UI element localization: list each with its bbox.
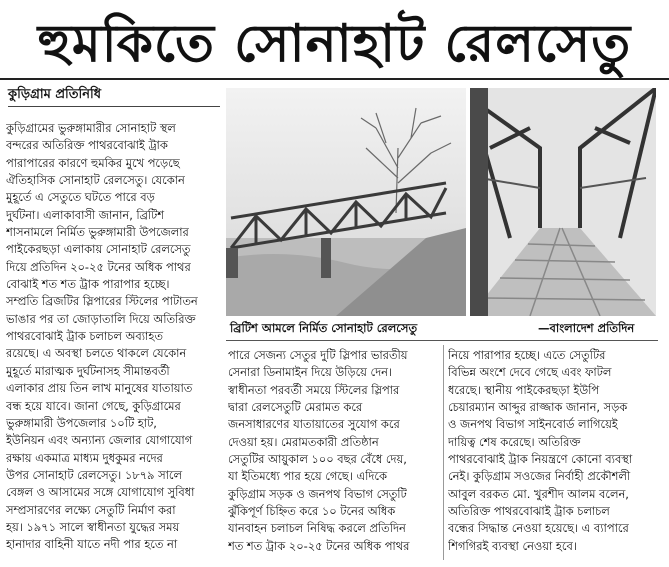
text-line: কুড়িগ্রামের ভুরুঙ্গামারীর সোনাহাট স্থল: [6, 121, 176, 135]
text-line: সম্প্রতি ব্রিজটির স্লিপারের স্টিলের পাটাতন: [6, 294, 198, 309]
text-line: ভুরুঙ্গামারী উপজেলার ১০টি হাট,: [6, 415, 157, 430]
text-line: পারাপারের কারণে হুমকির মুখে পড়েছে: [6, 155, 180, 170]
text-line: বোঝাই শত শত ট্রাক পারাপার হচ্ছে।: [6, 277, 170, 292]
bridge-photo-deck: [470, 88, 656, 316]
photo-credit: —বাংলাদেশ প্রতিদিন: [538, 321, 635, 335]
text-line: দেওয়া হয়। মেরামতকারী প্রতিষ্ঠান: [228, 434, 379, 449]
article-column-3: [448, 347, 658, 562]
text-line: শত শত ট্রাক ২০-২৫ টনের অধিক পাথর: [228, 538, 410, 553]
text-line: পাথরবোঝাই ট্রাক নিয়ন্ত্রণে কোনো ব্যবস্থা: [448, 452, 633, 467]
text-line: শাসনামলে নির্মিত ভুরুঙ্গামারী উপজেলার: [6, 225, 189, 240]
text-line: ইউনিয়ন এবং অন্যান্য জেলার যোগাযোগ: [6, 433, 193, 448]
text-line: সেনারা ডিনামাইন দিয়ে উড়িয়ে দেন।: [228, 365, 392, 380]
text-line: রক্ষায় একমাত্র মাধ্যম দুধকুমর নদের: [6, 450, 163, 465]
text-line: যানবাহন চলাচল নিষিদ্ধ করলে প্রতিদিন: [228, 521, 406, 536]
text-line: নিয়ে পারাপার হচ্ছে। এতে সেতুটির: [448, 348, 606, 362]
text-line: দ্বারা রেলসেতুটি মেরামত করে: [228, 400, 363, 415]
text-line: স্বাধীনতা পরবর্তী সময়ে স্টিলের স্লিপার: [228, 382, 400, 397]
text-line: আবুল বরকত মো. খুরশীদ আলম বলেন,: [448, 486, 629, 501]
column-divider: [443, 345, 444, 560]
text-line: এলাকার প্রায় তিন লাখ মানুষের যাতায়াত: [6, 381, 193, 396]
article-column-1: [6, 120, 220, 560]
text-line: সম্প্রসারণের লক্ষ্যে সেতুটি নির্মাণ করা: [6, 502, 176, 517]
text-line: সেতুটির আয়ুকাল ১০০ বছর বেঁধে দেয়,: [228, 452, 407, 467]
text-line: পাইকেরছড়া এলাকায় সোনাহাট রেলসেতু: [6, 242, 191, 257]
article-column-2: [228, 347, 438, 562]
text-line: পারে সেজন্য সেতুর দুটি স্লিপার ভারতীয়: [228, 348, 408, 362]
bridge-side-illustration: [226, 88, 466, 316]
text-line: রয়েছে। এ অবস্থা চলতে থাকলে যেকোন: [6, 346, 187, 361]
headline-rule: [0, 78, 669, 80]
photo-caption: ব্রিটিশ আমলে নির্মিত সোনাহাট রেলসেতু: [230, 321, 418, 335]
text-line: ধরেছে। স্থানীয় পাইকেরছড়া ইউপি: [448, 382, 600, 397]
text-line: ঐতিহাসিক সোনাহাট রেলসেতু। যেকোন: [6, 173, 185, 188]
text-line: যা ইতিমধ্যে পার হয়ে গেছে। এদিকে: [228, 469, 387, 484]
caption-rule: [226, 340, 658, 341]
bridge-photo-side: [226, 88, 466, 316]
text-line: বিভিন্ন অংশে দেবে গেছে এবং ফাটল: [448, 365, 612, 380]
photo-block: [226, 88, 656, 318]
text-line: মুহূর্তে মারাত্মক দুর্ঘটনাসহ সীমান্তবর্তী: [6, 363, 170, 378]
text-line: বন্ধ হয়ে যাবে। জানা গেছে, কুড়িগ্রামের: [6, 398, 181, 413]
bridge-deck-illustration: [470, 88, 656, 316]
text-line: জনসাধারণের যাতায়াতের সুযোগ করে: [228, 417, 400, 432]
text-line: দায়িত্ব শেষ করেছে। অতিরিক্ত: [448, 434, 581, 449]
text-line: বন্ধের সিদ্ধান্ত নেওয়া হয়েছে। এ ব্যাপারে: [448, 521, 629, 536]
text-line: ভাঙার পর তা জোড়াতালি দিয়ে অতিরিক্ত: [6, 311, 196, 326]
text-line: বেঙ্গল ও আসামের সঙ্গে যোগাযোগ সুবিধা: [6, 485, 195, 500]
text-line: হানাদার বাহিনী যাতে নদী পার হতে না: [6, 537, 178, 552]
text-line: পাথরবোঝাই ট্রাক চলাচল অব্যাহত: [6, 329, 163, 344]
byline: কুড়িগ্রাম প্রতিনিধি: [8, 87, 102, 102]
byline-rule: [8, 106, 220, 107]
text-line: উপর সোনাহাট রেলসেতু। ১৮৭৯ সালে: [6, 467, 182, 482]
text-line: দুর্ঘটনা। এলাকাবাসী জানান, ব্রিটিশ: [6, 207, 164, 222]
text-line: ঝুঁকিপূর্ণ চিহ্নিত করে ১০ টনের অধিক: [228, 504, 396, 519]
text-line: কুড়িগ্রাম সড়ক ও জনপথ বিভাগ সেতুটি: [228, 486, 407, 501]
text-line: অতিরিক্ত পাথরবোঝাই ট্রাক চলাচল: [448, 504, 610, 519]
text-line: হয়। ১৯৭১ সালে স্বাধীনতা যুদ্ধের সময়: [6, 519, 180, 534]
headline: হুমকিতে সোনাহাট রেলসেতু: [37, 14, 632, 74]
text-line: বন্দরের অতিরিক্ত পাথরবোঝাই ট্রাক: [6, 138, 168, 153]
text-line: দিয়ে প্রতিদিন ২০-২৫ টনের অধিক পাথর: [6, 259, 191, 274]
text-line: চেয়ারম্যান আব্দুর রাজ্জাক জানান, সড়ক: [448, 400, 628, 415]
text-line: শিগগিরই ব্যবস্থা নেওয়া হবে।: [448, 538, 577, 553]
text-line: ও জনপথ বিভাগ সাইনবোর্ড লাগিয়েই: [448, 417, 618, 432]
text-line: মুহূর্তে এ সেতুতে ঘটতে পারে বড়: [6, 190, 155, 205]
text-line: নেই। কুড়িগ্রাম সওজের নির্বাহী প্রকৌশলী: [448, 469, 631, 484]
